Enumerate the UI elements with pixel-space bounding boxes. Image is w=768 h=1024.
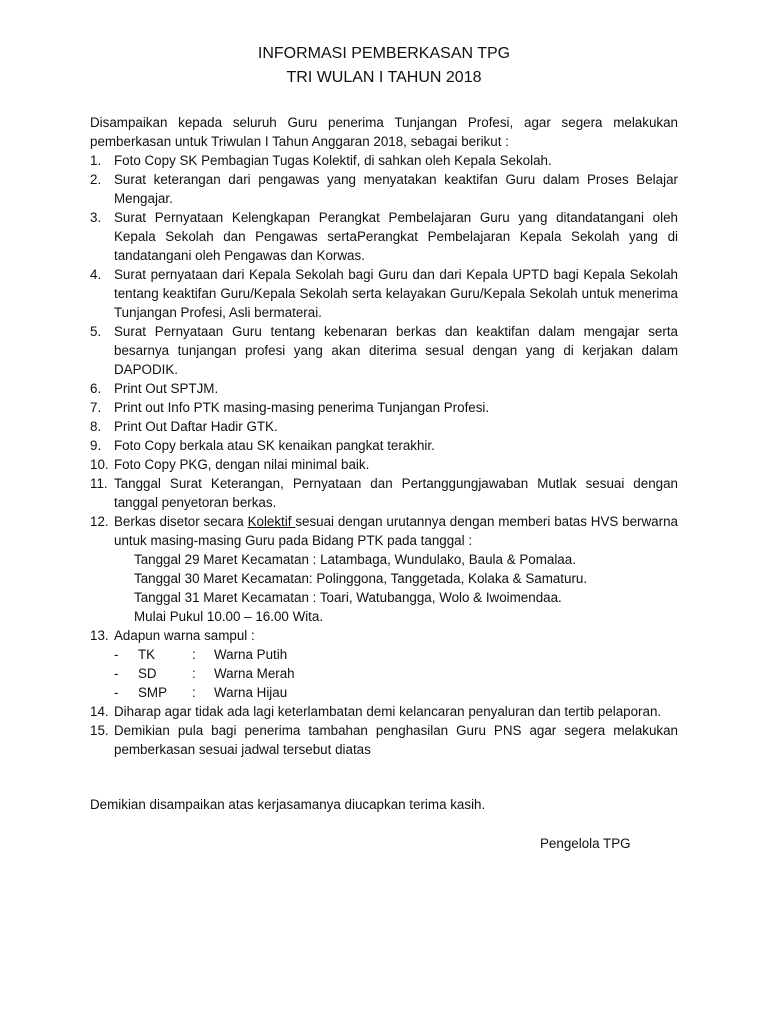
item-number: 12.	[90, 514, 109, 529]
intro-paragraph: Disampaikan kepada seluruh Guru penerima Tunjangan Profesi, agar segera melakukan pemberkasan untuk Triwulan I Tahun Anggaran 2018, sebagai berikut :	[90, 115, 678, 149]
schedule-line: Tanggal 30 Maret Kecamatan: Polinggona, Tanggetada, Kolaka & Samaturu.	[134, 571, 588, 586]
list-item	[90, 417, 678, 436]
list-item-submission	[90, 512, 678, 626]
list-item	[90, 379, 678, 398]
item-text: Foto Copy berkala atau SK kenaikan pangkat terakhir.	[114, 438, 435, 453]
colon-separator: :	[192, 666, 196, 681]
dash-bullet: -	[114, 666, 119, 681]
school-level: SD	[138, 666, 157, 681]
item-text: Surat keterangan dari pengawas yang menyatakan keaktifan Guru dalam Proses Belajar Mengajar.	[114, 172, 678, 206]
cover-color-row	[114, 664, 678, 683]
item-text: Surat Pernyataan Guru tentang kebenaran berkas dan keaktifan dalam mengajar serta besarnya tunjangan profesi yang akan diterima sesual dengan yang di kerjakan dalam DAPODIK.	[114, 324, 678, 377]
list-item-cover-colors	[90, 626, 678, 702]
kolektif-underlined: Kolektif	[247, 514, 296, 529]
signature: Pengelola TPG	[540, 836, 631, 851]
schedule-line: Mulai Pukul 10.00 – 16.00 Wita.	[134, 609, 324, 624]
schedule-line: Tanggal 31 Maret Kecamatan : Toari, Watubangga, Wolo & Iwoimendaa.	[134, 590, 562, 605]
dash-bullet: -	[114, 647, 119, 662]
item-text: Demikian pula bagi penerima tambahan penghasilan Guru PNS agar segera melakukan pemberkasan sesuai jadwal tersebut diatas	[114, 723, 678, 757]
item-number: 9.	[90, 438, 102, 453]
item-text: Adapun warna sampul :	[114, 628, 255, 643]
item-text: Foto Copy SK Pembagian Tugas Kolektif, di sahkan oleh Kepala Sekolah.	[114, 153, 552, 168]
item-number: 11.	[90, 476, 108, 491]
item-text: Surat pernyataan dari Kepala Sekolah bagi Guru dan dari Kepala UPTD bagi Kepala Sekolah tentang keaktifan Guru/Kepala Sekolah serta kelayakan Guru/Kepala Sekolah untuk menerima Tunjangan Profesi, Asli bermaterai.	[114, 267, 678, 320]
item-number: 7.	[90, 400, 102, 415]
item-number: 4.	[90, 267, 102, 282]
item-number: 2.	[90, 172, 102, 187]
item-number: 14.	[90, 704, 109, 719]
item-number: 8.	[90, 419, 102, 434]
item-text-pre: Berkas disetor secara	[114, 514, 248, 529]
closing-text: Demikian disampaikan atas kerjasamanya diucapkan terima kasih.	[90, 797, 486, 812]
list-item	[90, 455, 678, 474]
cover-color-row	[114, 683, 678, 702]
list-item	[90, 721, 678, 759]
item-number: 6.	[90, 381, 102, 396]
school-level: SMP	[138, 685, 168, 700]
list-item	[90, 702, 678, 721]
list-item	[90, 151, 678, 170]
list-item	[90, 265, 678, 322]
document-title: INFORMASI PEMBERKASAN TPG	[257, 45, 511, 62]
item-text-post: sesuai dengan urutannya dengan memberi batas HVS berwarna untuk masing-masing Guru pada Bidang PTK pada tanggal :	[114, 514, 678, 548]
colon-separator: :	[192, 647, 196, 662]
list-item	[90, 398, 678, 417]
list-item	[90, 474, 678, 512]
item-text: Foto Copy PKG, dengan nilai minimal baik.	[114, 457, 370, 472]
item-number: 5.	[90, 324, 102, 339]
document-subtitle: TRI WULAN I TAHUN 2018	[286, 69, 482, 86]
item-number: 15.	[90, 723, 109, 738]
cover-color: Warna Putih	[214, 647, 288, 662]
list-item	[90, 208, 678, 265]
schedule-list	[114, 550, 678, 626]
cover-color: Warna Merah	[214, 666, 295, 681]
cover-color-list	[114, 645, 678, 702]
item-text: Surat Pernyataan Kelengkapan Perangkat Pembelajaran Guru yang ditandatangani oleh Kepala Sekolah dan Pengawas sertaPerangkat Pembelajaran Kepala Sekolah yang di tandatangani oleh Pengawas dan Korwas.	[114, 210, 678, 263]
item-number: 13.	[90, 628, 109, 643]
requirements-list	[90, 151, 678, 759]
cover-color-row	[114, 645, 678, 664]
colon-separator: :	[192, 685, 196, 700]
item-text: Tanggal Surat Keterangan, Pernyataan dan Pertanggungjawaban Mutlak sesuai dengan tanggal penyetoran berkas.	[114, 476, 678, 510]
item-number: 10.	[90, 457, 109, 472]
item-text: Diharap agar tidak ada lagi keterlambatan demi kelancaran penyaluran dan tertib pelaporan.	[114, 704, 662, 719]
item-text: Print Out SPTJM.	[114, 381, 219, 396]
item-text: Print Out Daftar Hadir GTK.	[114, 419, 278, 434]
list-item	[90, 436, 678, 455]
dash-bullet: -	[114, 685, 119, 700]
list-item	[90, 322, 678, 379]
cover-color: Warna Hijau	[214, 685, 288, 700]
list-item	[90, 170, 678, 208]
schedule-line: Tanggal 29 Maret Kecamatan : Latambaga, Wundulako, Baula & Pomalaa.	[134, 552, 576, 567]
item-number: 1.	[90, 153, 102, 168]
item-number: 3.	[90, 210, 102, 225]
school-level: TK	[138, 647, 156, 662]
item-text: Print out Info PTK masing-masing penerima Tunjangan Profesi.	[114, 400, 490, 415]
